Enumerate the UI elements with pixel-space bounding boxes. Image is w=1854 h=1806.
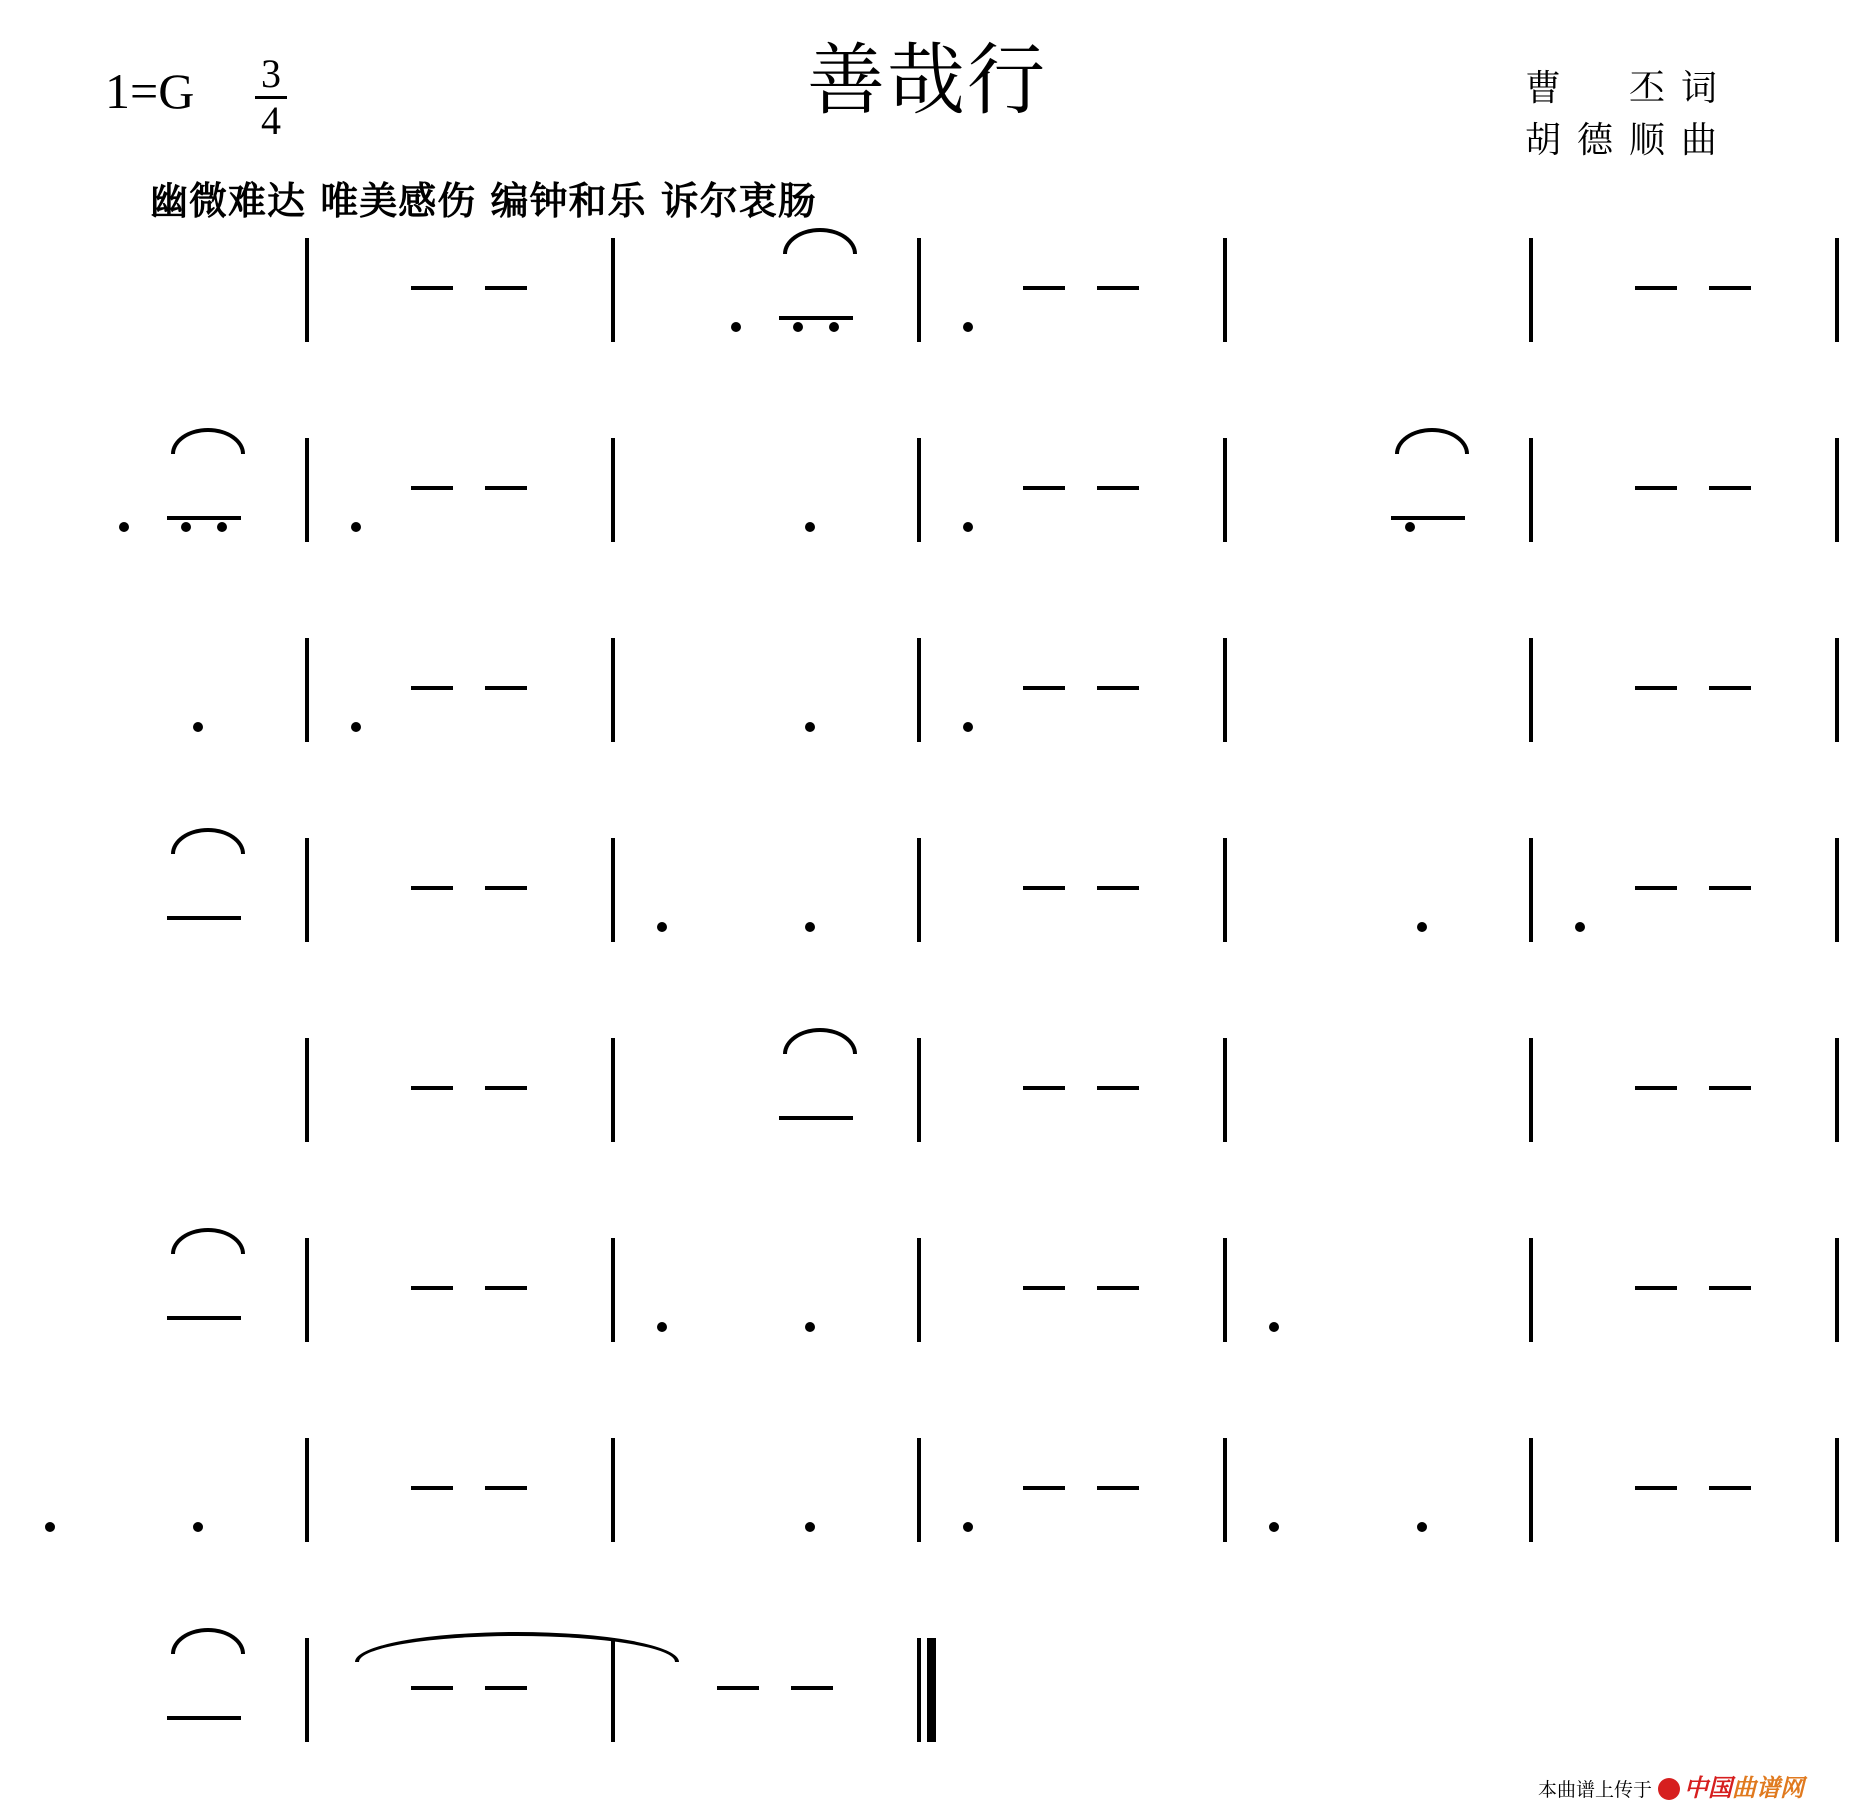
eighth-note-beam (1391, 516, 1465, 520)
eighth-note-beam (779, 1116, 853, 1120)
duration-dash (1635, 286, 1677, 290)
lower-octave-dot (1405, 522, 1415, 532)
duration-dash (1097, 1086, 1139, 1090)
duration-dash (485, 486, 527, 490)
duration-dash (1635, 486, 1677, 490)
key-signature: 1=G (105, 63, 195, 119)
composer-credit: 胡德顺曲 (1525, 120, 1734, 161)
barline (1223, 838, 1227, 942)
duration-dash (1023, 886, 1065, 890)
barline (917, 1238, 921, 1342)
duration-dash (1635, 1086, 1677, 1090)
duration-dash (485, 1086, 527, 1090)
meter-denominator: 4 (261, 98, 281, 143)
duration-dash (717, 1686, 759, 1690)
barline (305, 1038, 309, 1142)
duration-dash (1097, 286, 1139, 290)
site-logo-icon (1658, 1778, 1680, 1800)
duration-dash (1023, 1086, 1065, 1090)
watermark-text: 本曲谱上传于 (1538, 1779, 1653, 1801)
duration-dash (411, 886, 453, 890)
duration-dash (1635, 886, 1677, 890)
duration-dash (485, 1686, 527, 1690)
barline (611, 1438, 615, 1542)
barline (305, 438, 309, 542)
lower-octave-dot (657, 922, 667, 932)
barline (1835, 438, 1839, 542)
duration-dash (1023, 286, 1065, 290)
slur-arc (783, 228, 857, 254)
barline (1529, 438, 1533, 542)
barline (917, 438, 921, 542)
barline (1529, 238, 1533, 342)
barline (305, 638, 309, 742)
barline (917, 1038, 921, 1142)
duration-dash (411, 286, 453, 290)
lower-octave-dot (805, 922, 815, 932)
duration-dash (1635, 686, 1677, 690)
barline (1223, 638, 1227, 742)
barline (305, 238, 309, 342)
duration-dash (1097, 886, 1139, 890)
duration-dash (1097, 1486, 1139, 1490)
site-watermark (1538, 1768, 1804, 1803)
barline (305, 1438, 309, 1542)
lower-octave-dot (1417, 922, 1427, 932)
barline (1223, 1438, 1227, 1542)
duration-dash (411, 686, 453, 690)
duration-dash (411, 1486, 453, 1490)
lower-octave-dot (805, 1522, 815, 1532)
barline (611, 438, 615, 542)
lower-octave-dot (193, 722, 203, 732)
slur-arc (1395, 428, 1469, 454)
duration-dash (1709, 286, 1751, 290)
lower-octave-dot (805, 722, 815, 732)
duration-dash (1023, 486, 1065, 490)
lyricist-credit: 曹 丕词 (1525, 68, 1734, 109)
duration-dash (1097, 686, 1139, 690)
duration-dash (1709, 686, 1751, 690)
barline (611, 1238, 615, 1342)
expression-marking: 幽微难达 唯美感伤 编钟和乐 诉尔衷肠 (150, 178, 817, 223)
lower-octave-dot (1269, 1322, 1279, 1332)
eighth-note-beam (167, 516, 241, 520)
lower-octave-dot (793, 322, 803, 332)
barline (1529, 638, 1533, 742)
lower-octave-dot (1269, 1522, 1279, 1532)
duration-dash (411, 1086, 453, 1090)
duration-dash (411, 1686, 453, 1690)
barline (611, 1638, 615, 1742)
slur-arc (171, 1228, 245, 1254)
barline (305, 1238, 309, 1342)
watermark-logo: 中国 (1684, 1774, 1733, 1802)
barline (1835, 1038, 1839, 1142)
duration-dash (1635, 1286, 1677, 1290)
slur-arc (171, 828, 245, 854)
barline (917, 838, 921, 942)
lower-octave-dot (45, 1522, 55, 1532)
barline (917, 1438, 921, 1542)
slur-arc (171, 1628, 245, 1654)
lower-octave-dot (351, 522, 361, 532)
barline (305, 838, 309, 942)
slur-arc (171, 428, 245, 454)
barline (917, 238, 921, 342)
lower-octave-dot (351, 722, 361, 732)
barline (917, 638, 921, 742)
watermark-logo-suffix: 曲谱网 (1732, 1774, 1805, 1802)
duration-dash (411, 1286, 453, 1290)
duration-dash (485, 686, 527, 690)
lower-octave-dot (963, 322, 973, 332)
duration-dash (1023, 1486, 1065, 1490)
slur-arc (783, 1028, 857, 1054)
barline (1835, 1238, 1839, 1342)
barline (611, 1038, 615, 1142)
barline (1223, 238, 1227, 342)
barline (1529, 1438, 1533, 1542)
duration-dash (1097, 486, 1139, 490)
lower-octave-dot (963, 1522, 973, 1532)
final-barline-thin (917, 1638, 921, 1742)
lower-octave-dot (829, 322, 839, 332)
duration-dash (1097, 1286, 1139, 1290)
barline (1835, 238, 1839, 342)
lower-octave-dot (1417, 1522, 1427, 1532)
duration-dash (1023, 1286, 1065, 1290)
barline (1835, 1438, 1839, 1542)
lower-octave-dot (1575, 922, 1585, 932)
lower-octave-dot (805, 1322, 815, 1332)
time-signature (253, 52, 289, 143)
duration-dash (485, 1486, 527, 1490)
duration-dash (1635, 1486, 1677, 1490)
barline (1223, 1038, 1227, 1142)
barline (1529, 838, 1533, 942)
duration-dash (1709, 486, 1751, 490)
lower-octave-dot (805, 522, 815, 532)
eighth-note-beam (167, 916, 241, 920)
barline (1835, 638, 1839, 742)
duration-dash (791, 1686, 833, 1690)
barline (1223, 1238, 1227, 1342)
final-barline-thick (927, 1638, 936, 1742)
duration-dash (1709, 886, 1751, 890)
lower-octave-dot (731, 322, 741, 332)
barline (305, 1638, 309, 1742)
duration-dash (485, 886, 527, 890)
barline (1223, 438, 1227, 542)
song-title: 善哉行 (806, 36, 1047, 126)
lower-octave-dot (963, 722, 973, 732)
duration-dash (1023, 686, 1065, 690)
barline (1529, 1238, 1533, 1342)
tie-arc (355, 1632, 679, 1662)
lower-octave-dot (963, 522, 973, 532)
duration-dash (1709, 1286, 1751, 1290)
barline (611, 838, 615, 942)
eighth-note-beam (167, 1316, 241, 1320)
duration-dash (485, 1286, 527, 1290)
duration-dash (411, 486, 453, 490)
duration-dash (1709, 1086, 1751, 1090)
eighth-note-beam (779, 316, 853, 320)
duration-dash (485, 286, 527, 290)
barline (611, 238, 615, 342)
lower-octave-dot (181, 522, 191, 532)
lower-octave-dot (217, 522, 227, 532)
duration-dash (1709, 1486, 1751, 1490)
barline (1835, 838, 1839, 942)
eighth-note-beam (167, 1716, 241, 1720)
barline (1529, 1038, 1533, 1142)
lower-octave-dot (193, 1522, 203, 1532)
barline (611, 638, 615, 742)
meter-numerator: 3 (261, 51, 281, 96)
lower-octave-dot (119, 522, 129, 532)
lower-octave-dot (657, 1322, 667, 1332)
